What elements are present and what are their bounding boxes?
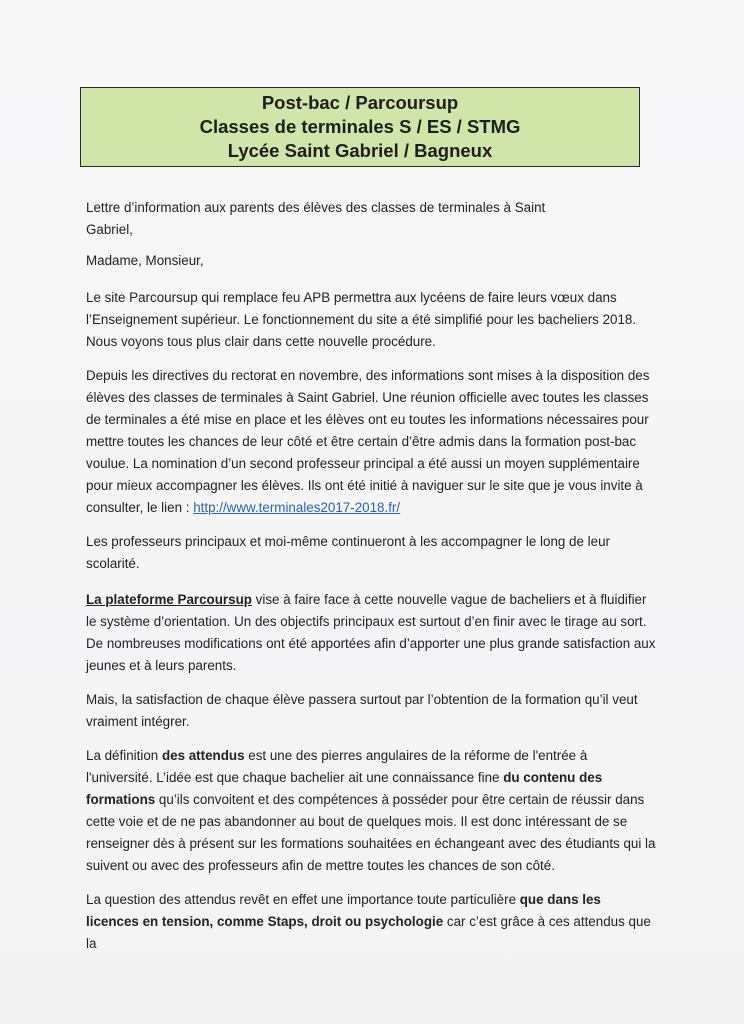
title-line-3: Lycée Saint Gabriel / Bagneux bbox=[227, 140, 493, 161]
paragraph-4-text: vise à faire face à cette nouvelle vague de bacheliers et à fluidifier le système d’orientation. Un des objectifs principaux est surtout d’en finir avec le tirage au sort. De nombreuses modifications ont été apportées afin d’apporter une plus grande satisfaction aux jeunes et à leurs parents. bbox=[86, 592, 656, 673]
paragraph-4 bbox=[86, 589, 656, 677]
paragraph-5: Mais, la satisfaction de chaque élève passera surtout par l’obtention de la formation qu’il veut vraiment intégrer. bbox=[86, 692, 638, 729]
paragraph-7-c: car c’est grâce à ces attendus que la bbox=[86, 914, 651, 951]
letter-body bbox=[86, 197, 656, 955]
parcoursup-heading: La plateforme Parcoursup bbox=[86, 592, 252, 607]
paragraph-2-text: Depuis les directives du rectorat en novembre, des informations sont mises à la disposition des élèves des classes de terminales à Saint Gabriel. Une réunion officielle avec toutes les classes de terminales a été mise en place et les élèves ont eu toutes les informations nécessaires pour mettre toutes les chances de leur côté et être certain d’être admis dans la formation post-bac voulue. La nomination d’un second professeur principal a été aussi un moyen supplémentaire pour mieux accompagner les élèves. Ils ont été initié à naviguer sur le site que je vous invite à consulter, le lien : bbox=[86, 368, 650, 515]
paragraph-1: Le site Parcoursup qui remplace feu APB permettra aux lycéens de faire leurs vœux dans l’Enseignement supérieur. Le fonctionnement du site a été simplifié pour les bacheliers 2018. Nous voyons tous plus clair dans cette nouvelle procédure. bbox=[86, 290, 637, 349]
paragraph-7-a: La question des attendus revêt en effet une importance toute particulière bbox=[86, 892, 520, 907]
paragraph-7 bbox=[86, 889, 656, 955]
attendus-bold: des attendus bbox=[161, 748, 245, 763]
terminales-link[interactable]: http://www.terminales2017-2018.fr/ bbox=[193, 500, 401, 515]
paragraph-3: Les professeurs principaux et moi-même continueront à les accompagner le long de leur scolarité. bbox=[86, 534, 611, 571]
paragraph-2 bbox=[86, 365, 656, 519]
title-line-1: Post-bac / Parcoursup bbox=[261, 92, 459, 113]
paragraph-6 bbox=[86, 745, 656, 877]
contenu-formations-bold: du contenu des formations bbox=[86, 770, 603, 807]
salutation: Madame, Monsieur, bbox=[86, 253, 204, 268]
intro-paragraph: Lettre d’information aux parents des élèves des classes de terminales à Saint Gabriel, bbox=[86, 200, 546, 237]
paragraph-6-c: est une des pierres angulaires de la réforme de l'entrée à l'université. L’idée est que chaque bachelier ait une connaissance fine bbox=[86, 748, 588, 785]
title-box bbox=[80, 87, 640, 167]
paragraph-6-d: qu’ils convoitent et des compétences à posséder pour être certain de réussir dans cette voie et de ne pas abandonner au bout de quelques mois. Il est donc intéressant de se renseigner dès à présent sur les formations souhaitées en échangeant avec des étudiants qui la suivent ou avec des professeurs afin de mettre toutes les chances de son côté. bbox=[86, 792, 656, 873]
paragraph-6-a: La définition bbox=[86, 748, 162, 763]
licences-tension-bold: que dans les licences en tension, comme Staps, droit ou psychologie bbox=[86, 892, 601, 929]
title-line-2: Classes de terminales S / ES / STMG bbox=[199, 116, 521, 137]
